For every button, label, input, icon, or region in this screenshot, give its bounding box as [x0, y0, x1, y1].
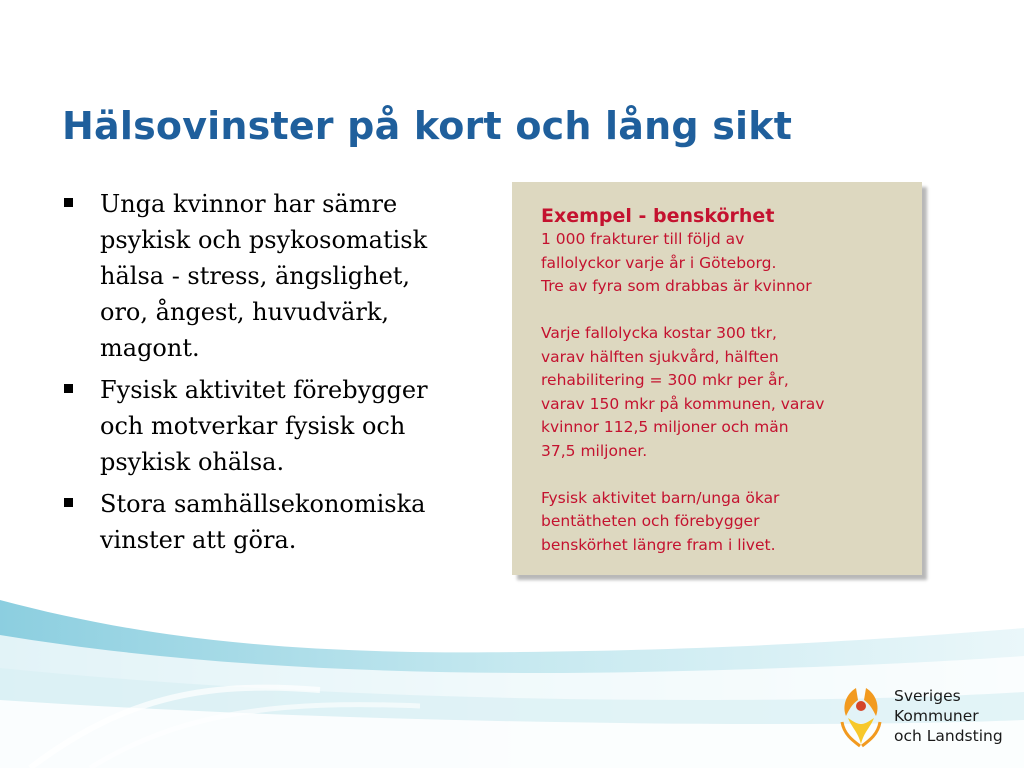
bullet-line: Unga kvinnor har sämre [100, 190, 398, 218]
paragraph-spacer [541, 299, 922, 323]
logo-line: Sveriges [894, 687, 961, 705]
example-line: bentätheten och förebygger [541, 512, 760, 530]
bullet-item [62, 372, 472, 480]
bullet-item [62, 486, 472, 558]
bullet-line: psykisk och psykosomatisk [100, 226, 428, 254]
bullet-line: vinster att göra. [100, 526, 297, 554]
slide-title: Hälsovinster på kort och lång sikt [62, 104, 793, 148]
example-line: benskörhet längre fram i livet. [541, 535, 776, 554]
example-line: varav hälften sjukvård, hälften [541, 347, 779, 366]
example-line: kvinnor 112,5 miljoner och män [541, 418, 789, 436]
bullet-line: oro, ångest, huvudvärk, [100, 298, 389, 326]
example-line: 37,5 miljoner. [541, 441, 648, 460]
skl-logo [832, 682, 1012, 752]
bullet-line: Fysisk aktivitet förebygger [100, 376, 428, 404]
square-bullet-icon [64, 384, 73, 393]
example-heading: Exempel - benskörhet [541, 205, 775, 227]
example-line: fallolyckor varje år i Göteborg. [541, 253, 777, 272]
logo-line: och Landsting [894, 727, 1003, 745]
example-line: Tre av fyra som drabbas är kvinnor [541, 277, 812, 295]
example-box [512, 182, 922, 575]
skl-figure-icon [832, 682, 892, 752]
example-line: Fysisk aktivitet barn/unga ökar [541, 488, 780, 507]
bullet-line: Stora samhällsekonomiska [100, 490, 426, 518]
bullet-line: psykisk ohälsa. [100, 448, 285, 476]
bullet-line: magont. [100, 334, 200, 362]
logo-text [894, 686, 1003, 746]
paragraph-spacer [541, 463, 922, 487]
example-line: 1 000 frakturer till följd av [541, 230, 745, 248]
logo-line: Kommuner [894, 707, 979, 725]
bullet-list [62, 186, 472, 564]
example-line: varav 150 mkr på kommunen, varav [541, 394, 825, 413]
example-line: rehabilitering = 300 mkr per år, [541, 371, 789, 389]
square-bullet-icon [64, 198, 73, 207]
bullet-line: och motverkar fysisk och [100, 412, 406, 440]
example-line: Varje fallolycka kostar 300 tkr, [541, 324, 777, 342]
bullet-line: hälsa - stress, ängslighet, [100, 262, 411, 290]
square-bullet-icon [64, 498, 73, 507]
bullet-item [62, 186, 472, 366]
